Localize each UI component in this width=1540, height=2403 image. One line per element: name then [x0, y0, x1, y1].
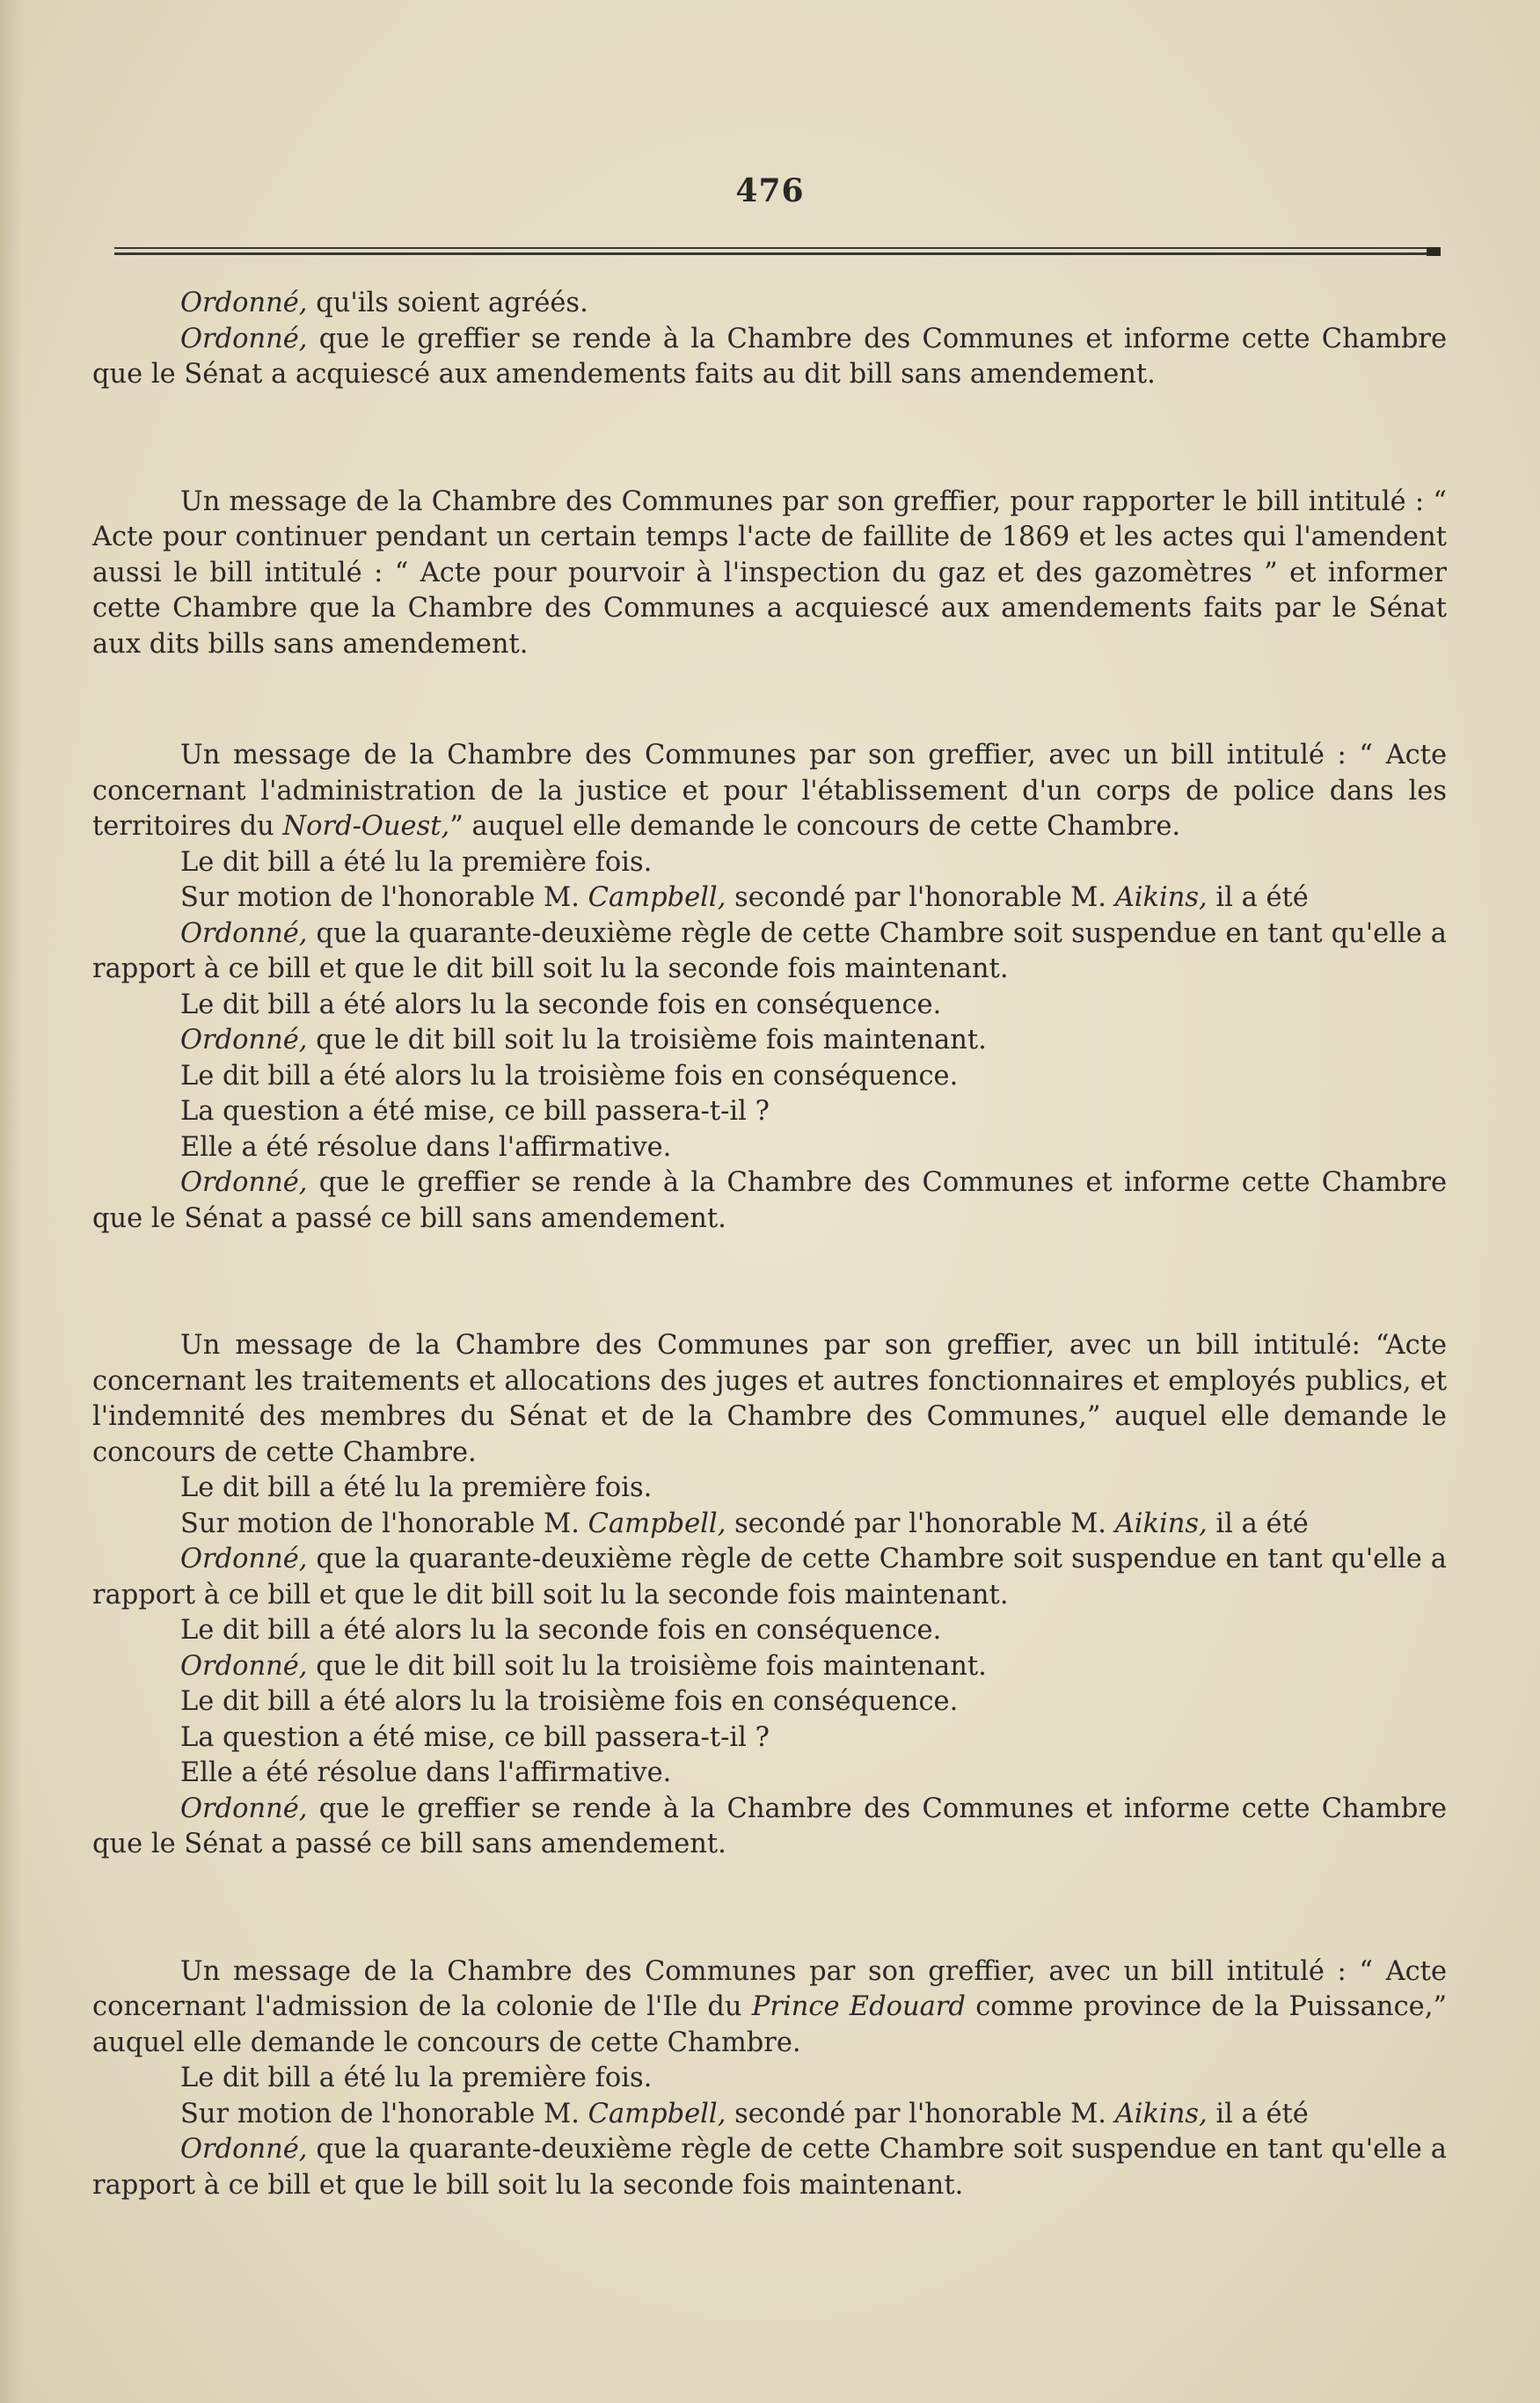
paragraph: Ordonné, qu'ils soient agréés.	[180, 288, 588, 318]
section-ordonne	[92, 286, 1447, 393]
paragraph: Un message de la Chambre des Communes par son greffier, avec un bill intitulé : “ Acte concernant l'administration de la justice et pour l'établissement d'un corps de police dans les territoires du Nord-Ouest,” auquel elle demande le concours de cette Chambre.	[92, 740, 1447, 842]
page-edge-shadow	[0, 0, 23, 2403]
paragraph: Un message de la Chambre des Communes par son greffier, pour rapporter le bill intitulé : “ Acte pour continuer pendant un certain temps l'acte de faillite de 1869 et les actes qui l'amendent aussi le bill intitulé : “ Acte pour pourvoir à l'inspection du gaz et des gazomètres ” et informer cette Chambre que la Chambre des Communes a acquiescé aux amendements faits par le Sénat aux dits bills sans amendement.	[92, 486, 1447, 660]
paragraph: Un message de la Chambre des Communes par son greffier, avec un bill intitulé : “ Acte concernant l'admission de la colonie de l'Ile du Prince Edouard comme province de la Puissance,” auquel elle demande le concours de cette Chambre.	[92, 1955, 1447, 2058]
page-body	[92, 286, 1447, 2203]
paragraph: Sur motion de l'honorable M. Campbell, secondé par l'honorable M. Aikins, il a été	[180, 1508, 1309, 1539]
paragraph: Ordonné, que le dit bill soit lu la troisième fois maintenant.	[180, 1650, 987, 1682]
page-number: 476	[735, 172, 805, 209]
paragraph: Ordonné, que la quarante-deuxième règle de cette Chambre soit suspendue en tant qu'elle a rapport à ce bill et que le bill soit lu la seconde fois maintenant.	[92, 2134, 1447, 2201]
paragraph: Sur motion de l'honorable M. Campbell, secondé par l'honorable M. Aikins, il a été	[180, 2098, 1309, 2129]
paragraph: Un message de la Chambre des Communes par son greffier, avec un bill intitulé: “Acte concernant les traitements et allocations des juges et autres fonctionnaires et employés publics, et l'indemnité des membres du Sénat et de la Chambre des Communes,” auquel elle demande le concours de cette Chambre.	[92, 1330, 1447, 1468]
paragraph: Le dit bill a été lu la première fois.	[180, 2063, 653, 2093]
section-message-nord-ouest	[92, 738, 1447, 1237]
header-rule	[114, 247, 1434, 256]
paragraph: Le dit bill a été alors lu la seconde fois en conséquence.	[180, 1615, 942, 1646]
paragraph: La question a été mise, ce bill passera-t-il ?	[180, 1721, 770, 1753]
paragraph: Le dit bill a été alors lu la seconde fois en conséquence.	[180, 989, 942, 1020]
section-message-traitements	[92, 1328, 1447, 1863]
paragraph: Sur motion de l'honorable M. Campbell, secondé par l'honorable M. Aikins, il a été	[180, 882, 1309, 913]
paragraph: Elle a été résolue dans l'affirmative.	[180, 1757, 672, 1788]
paragraph: Ordonné, que la quarante-deuxième règle de cette Chambre soit suspendue en tant qu'elle a rapport à ce bill et que le dit bill soit lu la seconde fois maintenant.	[92, 917, 1447, 984]
paragraph: Elle a été résolue dans l'affirmative.	[180, 1131, 672, 1163]
paragraph: Le dit bill a été alors lu la troisième fois en conséquence.	[180, 1060, 959, 1092]
paragraph: Ordonné, que le dit bill soit lu la troisième fois maintenant.	[180, 1025, 987, 1055]
paragraph: Ordonné, que le greffier se rende à la Chambre des Communes et informe cette Chambre que le Sénat a passé ce bill sans amendement.	[92, 1793, 1447, 1859]
paragraph: Le dit bill a été alors lu la troisième fois en conséquence.	[180, 1686, 959, 1717]
section-message-prince-edouard	[92, 1954, 1447, 2204]
paragraph: Ordonné, que le greffier se rende à la Chambre des Communes et informe cette Chambre que le Sénat a passé ce bill sans amendement.	[92, 1167, 1447, 1234]
paragraph: Ordonné, que le greffier se rende à la Chambre des Communes et informe cette Chambre que le Sénat a acquiescé aux amendements faits au dit bill sans amendement.	[92, 323, 1447, 390]
paragraph: Ordonné, que la quarante-deuxième règle de cette Chambre soit suspendue en tant qu'elle a rapport à ce bill et que le dit bill soit lu la seconde fois maintenant.	[92, 1544, 1447, 1611]
paragraph: La question a été mise, ce bill passera-t-il ?	[180, 1096, 770, 1127]
paragraph: Le dit bill a été lu la première fois.	[180, 846, 653, 878]
section-message-faillite	[92, 485, 1447, 663]
paragraph: Le dit bill a été lu la première fois.	[180, 1472, 653, 1503]
